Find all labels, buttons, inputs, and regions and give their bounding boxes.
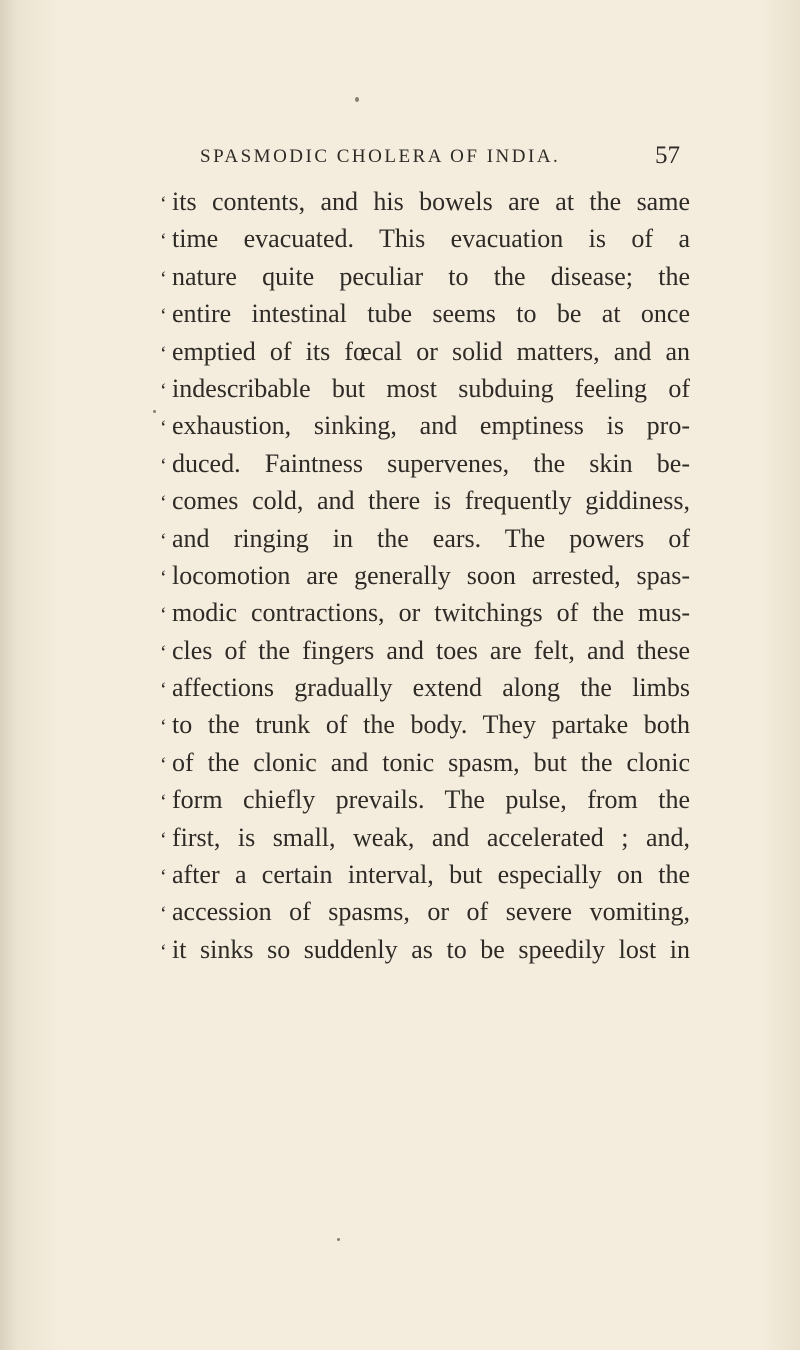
line-text: to the trunk of the body. They partake both <box>172 710 690 740</box>
text-line <box>160 370 690 407</box>
text-line <box>160 407 690 444</box>
text-line <box>160 295 690 332</box>
line-text: exhaustion, sinking, and emptiness is pro- <box>172 411 690 441</box>
line-text: form chiefly prevails. The pulse, from the <box>172 785 690 815</box>
body-text <box>160 183 690 968</box>
quote-mark: ‘ <box>160 305 167 328</box>
text-line <box>160 594 690 631</box>
quote-mark: ‘ <box>160 267 167 290</box>
line-text: it sinks so suddenly as to be speedily lost in <box>172 934 690 964</box>
quote-mark: ‘ <box>160 641 167 664</box>
text-line <box>160 744 690 781</box>
text-line <box>160 258 690 295</box>
page-header <box>200 142 680 178</box>
line-text: accession of spasms, or of severe vomiting, <box>172 897 690 927</box>
line-text: duced. Faintness supervenes, the skin be- <box>172 448 690 478</box>
text-line <box>160 557 690 594</box>
quote-mark: ‘ <box>160 716 167 739</box>
quote-mark: ‘ <box>160 940 167 963</box>
line-text: nature quite peculiar to the disease; the <box>172 261 690 291</box>
text-line <box>160 669 690 706</box>
quote-mark: ‘ <box>160 379 167 402</box>
quote-mark: ‘ <box>160 604 167 627</box>
page-number: 57 <box>655 142 680 169</box>
line-text: emptied of its fœcal or solid matters, and an <box>172 336 690 366</box>
text-line <box>160 183 690 220</box>
line-text: of the clonic and tonic spasm, but the clonic <box>172 747 690 777</box>
quote-mark: ‘ <box>160 529 167 552</box>
text-line <box>160 482 690 519</box>
quote-mark: ‘ <box>160 903 167 926</box>
quote-mark: ‘ <box>160 417 167 440</box>
text-line <box>160 632 690 669</box>
ink-speck <box>337 1238 340 1241</box>
ink-speck <box>153 410 156 413</box>
quote-mark: ‘ <box>160 828 167 851</box>
quote-mark: ‘ <box>160 454 167 477</box>
text-line <box>160 931 690 968</box>
quote-mark: ‘ <box>160 866 167 889</box>
quote-mark: ‘ <box>160 492 167 515</box>
text-line <box>160 893 690 930</box>
quote-mark: ‘ <box>160 342 167 365</box>
quote-mark: ‘ <box>160 791 167 814</box>
quote-mark: ‘ <box>160 193 167 215</box>
line-text: and ringing in the ears. The powers of <box>172 523 690 553</box>
text-line <box>160 706 690 743</box>
ink-speck <box>355 97 359 102</box>
line-text: modic contractions, or twitchings of the mus- <box>172 598 690 628</box>
text-line <box>160 856 690 893</box>
quote-mark: ‘ <box>160 566 167 589</box>
running-title: SPASMODIC CHOLERA OF INDIA. <box>200 146 561 167</box>
line-text: affections gradually extend along the limbs <box>172 673 690 703</box>
line-text: first, is small, weak, and accelerated ; and, <box>172 822 690 852</box>
line-text: after a certain interval, but especially on the <box>172 860 690 890</box>
quote-mark: ‘ <box>160 753 167 776</box>
line-text: its contents, and his bowels are at the same <box>172 187 690 216</box>
text-line <box>160 781 690 818</box>
text-line <box>160 445 690 482</box>
line-text: entire intestinal tube seems to be at once <box>172 299 690 329</box>
line-text: locomotion are generally soon arrested, spas- <box>172 560 690 590</box>
quote-mark: ‘ <box>160 679 167 702</box>
text-line <box>160 520 690 557</box>
line-text: comes cold, and there is frequently giddiness, <box>172 486 690 516</box>
line-text: time evacuated. This evacuation is of a <box>172 224 690 254</box>
text-line <box>160 220 690 257</box>
text-line <box>160 333 690 370</box>
text-line <box>160 819 690 856</box>
line-text: indescribable but most subduing feeling of <box>172 373 690 403</box>
quote-mark: ‘ <box>160 230 167 253</box>
line-text: cles of the fingers and toes are felt, and these <box>172 635 690 665</box>
